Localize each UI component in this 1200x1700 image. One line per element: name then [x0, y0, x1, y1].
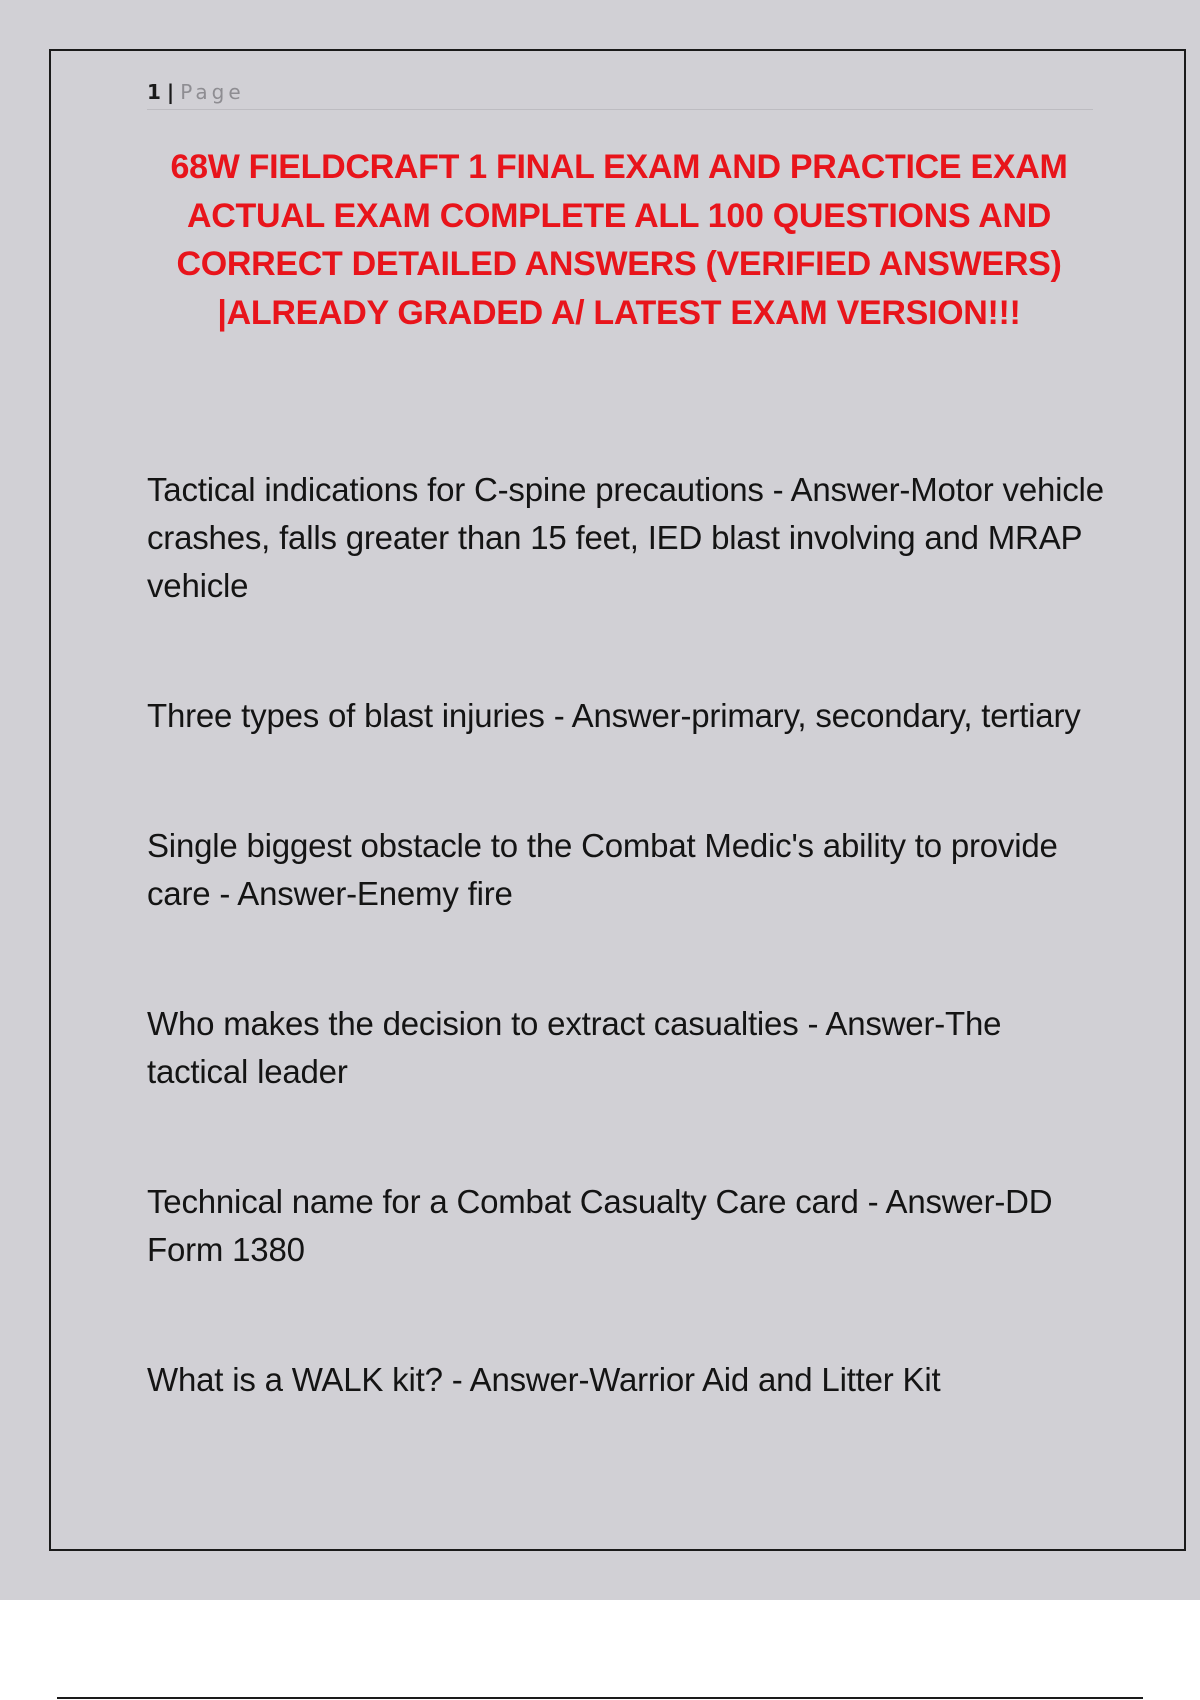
qa-item-4: Who makes the decision to extract casualties - Answer-The tactical leader: [147, 1005, 1002, 1090]
qa-item-5: Technical name for a Combat Casualty Care card - Answer-DD Form 1380: [147, 1183, 1053, 1268]
page-header: [147, 75, 1093, 110]
page-header-separator: |: [166, 80, 175, 104]
qa-item-1: Tactical indications for C-spine precautions - Answer-Motor vehicle crashes, falls greater than 15 feet, IED blast involving and MRAP vehicle: [147, 471, 1104, 604]
qa-item-3: Single biggest obstacle to the Combat Medic's ability to provide care - Answer-Enemy fire: [147, 827, 1058, 912]
document-page: [49, 49, 1186, 1551]
page-label: Page: [180, 80, 245, 104]
qa-item-2: Three types of blast injuries - Answer-primary, secondary, tertiary: [147, 697, 1081, 734]
question-answer-list: [147, 466, 1107, 1404]
page-number: 1: [147, 80, 161, 104]
document-title: 68W FIELDCRAFT 1 FINAL EXAM AND PRACTICE EXAM ACTUAL EXAM COMPLETE ALL 100 QUESTIONS AND CORRECT DETAILED ANSWERS (VERIFIED ANSWERS) |ALREADY GRADED A/ LATEST EXAM VERSION!!!: [170, 148, 1068, 332]
next-page-rule: [57, 1697, 1143, 1699]
qa-item-6: What is a WALK kit? - Answer-Warrior Aid and Litter Kit: [147, 1361, 941, 1398]
